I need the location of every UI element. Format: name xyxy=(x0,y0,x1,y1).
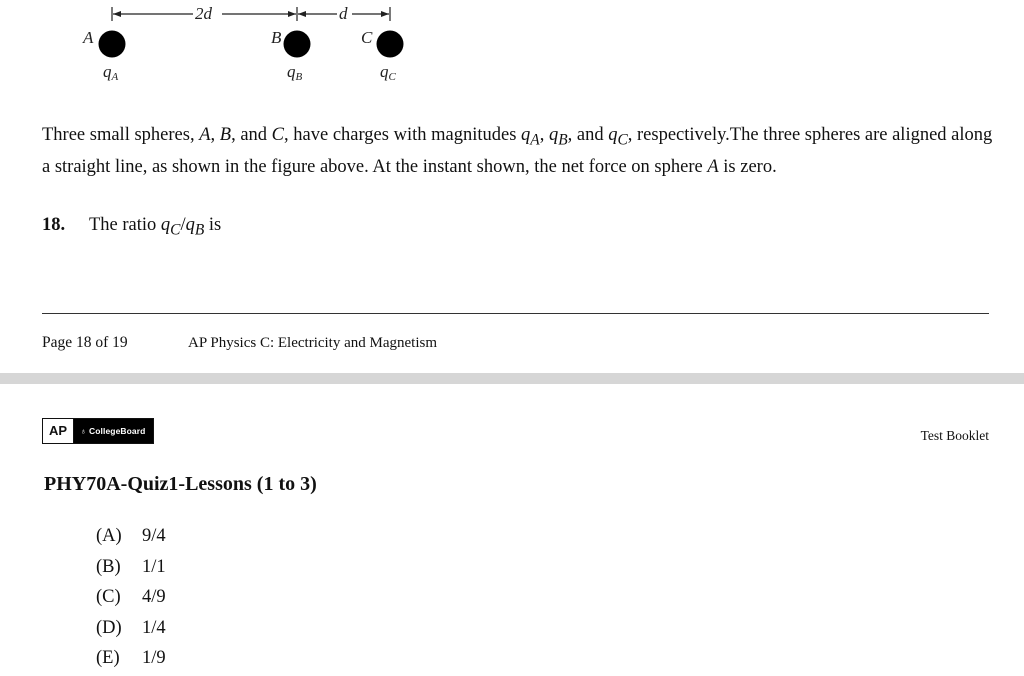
sphere-a xyxy=(99,31,126,58)
choice-value: 1/4 xyxy=(142,617,166,638)
page-number: Page 18 of 19 xyxy=(42,334,128,351)
answer-choice[interactable] xyxy=(96,523,166,554)
choice-letter: (B) xyxy=(96,556,121,577)
choice-value: 9/4 xyxy=(142,526,166,546)
collegeboard-logo-text: ♁ CollegeBoard xyxy=(74,419,153,443)
answer-choice[interactable] xyxy=(96,554,166,585)
answer-choice[interactable] xyxy=(96,584,166,615)
footer-divider xyxy=(42,313,989,314)
answer-choices xyxy=(96,523,166,676)
choice-letter: (E) xyxy=(96,648,120,668)
ap-logo-text: AP xyxy=(43,419,74,443)
spheres-figure xyxy=(0,0,1024,100)
page-separator xyxy=(0,373,1024,384)
ap-collegeboard-logo xyxy=(42,418,154,444)
choice-letter: (A) xyxy=(96,526,122,546)
dimension-ab-label: 2d xyxy=(195,4,212,23)
choice-value: 1/9 xyxy=(142,648,166,668)
quiz-title: PHY70A-Quiz1-Lessons (1 to 3) xyxy=(44,473,317,495)
sphere-b-charge: qB xyxy=(287,62,303,83)
choice-letter: (D) xyxy=(96,617,122,638)
choice-letter: (C) xyxy=(96,587,121,607)
answer-choice[interactable] xyxy=(96,615,166,646)
choice-value: 1/1 xyxy=(142,556,166,577)
question-stem: Three small spheres, A, B, and C, have charges with magnitudes $q_A$, $q_B$, and $q_C$, respectively.The three spheres are aligned along a straight line, as shown in the figure above. At the instant shown, the net force on sphere A is zero. xyxy=(42,125,993,177)
acorn-icon: ♁ xyxy=(80,426,89,436)
sphere-a-label: A xyxy=(83,28,94,47)
course-subject: AP Physics C: Electricity and Magnetism xyxy=(188,335,438,351)
sphere-b-label: B xyxy=(271,28,282,47)
sphere-c xyxy=(377,31,404,58)
answer-choice[interactable] xyxy=(96,645,166,676)
dimension-bc-label: d xyxy=(339,4,348,23)
question-text: The ratio $q_C/q_B$ is xyxy=(89,215,222,239)
sphere-b xyxy=(284,31,311,58)
question-number: 18. xyxy=(42,215,66,235)
choice-value: 4/9 xyxy=(142,587,166,607)
test-booklet-label: Test Booklet xyxy=(920,428,989,443)
sphere-c-label: C xyxy=(361,28,373,47)
sphere-c-charge: qC xyxy=(380,62,396,83)
sphere-a-charge: qA xyxy=(103,62,119,83)
